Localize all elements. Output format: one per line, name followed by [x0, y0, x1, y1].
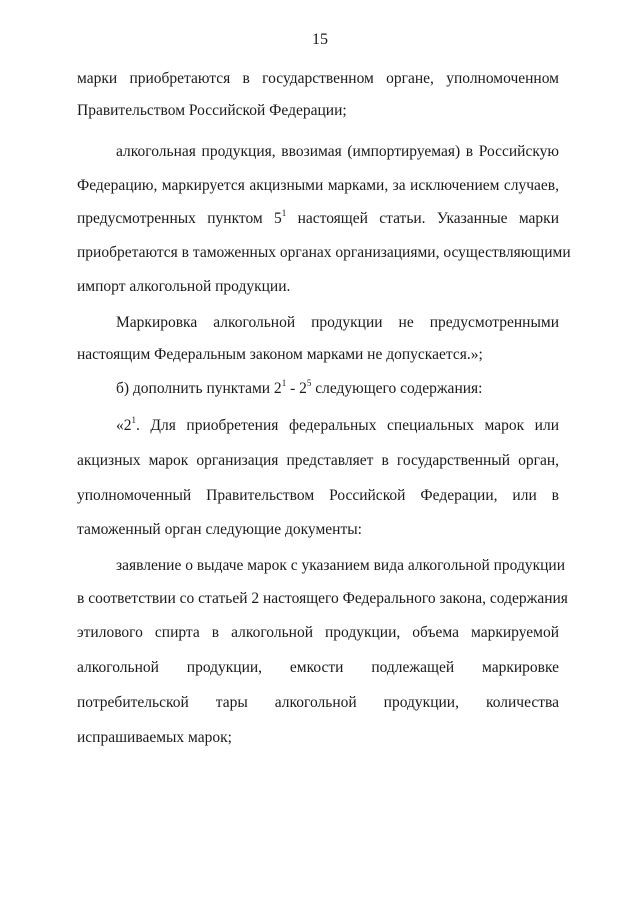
text-line: марки приобретаются в государственном органе, уполномоченном — [77, 70, 559, 87]
text-line: «$2^1$. Для приобретения федеральных специальных марок или — [116, 414, 559, 434]
text-line: приобретаются в таможенных органах организациями, осуществляющими — [77, 244, 571, 261]
text-line: таможенный орган следующие документы: — [77, 521, 362, 538]
text-line: предусмотренных пунктом $5^1$ настоящей статьи. Указанные марки — [77, 207, 559, 227]
text-line: уполномоченный Правительством Российской Федерации, или в — [77, 487, 559, 504]
text-line: алкогольная продукция, ввозимая (импортируемая) в Российскую — [116, 143, 559, 160]
text-line: импорт алкогольной продукции. — [77, 278, 291, 295]
text-line: Маркировка алкогольной продукции не предусмотренными — [116, 314, 559, 331]
text-line: Правительством Российской Федерации; — [77, 102, 347, 119]
text-line: Федерацию, маркируется акцизными марками, за исключением случаев, — [77, 177, 559, 194]
page-number: 15 — [312, 31, 328, 48]
text-line: заявление о выдаче марок с указанием вида алкогольной продукции — [116, 557, 566, 574]
text-line: настоящим Федеральным законом марками не допускается.»; — [77, 346, 483, 363]
text-line: б) дополнить пунктами $2^1 - 2^5$ следующего содержания: — [116, 377, 483, 397]
text-line: алкогольной продукции, емкости подлежащей маркировке — [77, 659, 559, 676]
text-line: испрашиваемых марок; — [77, 729, 232, 746]
text-line: этилового спирта в алкогольной продукции, объема маркируемой — [77, 624, 559, 641]
text-line: потребительской тары алкогольной продукции, количества — [77, 694, 559, 711]
text-line: в соответствии со статьей 2 настоящего Федерального закона, содержания — [77, 590, 568, 607]
text-line: акцизных марок организация представляет в государственный орган, — [77, 452, 559, 469]
